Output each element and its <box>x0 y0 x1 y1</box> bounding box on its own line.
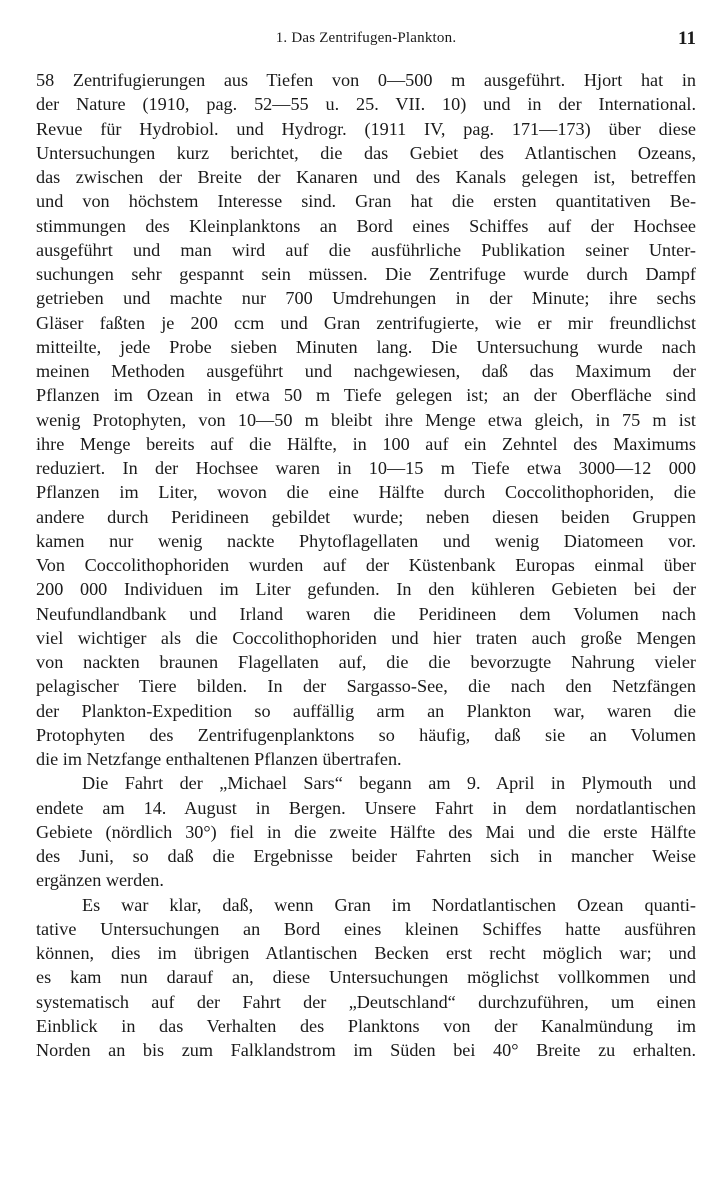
text-line: Gläser faßten je 200 ccm und Gran zentrifugierte, wie er mir freundlichst <box>36 312 696 333</box>
text-line: das zwischen der Breite der Kanaren und des Kanals gelegen ist, betreffen <box>36 167 696 187</box>
text-line: Revue für Hydrobiol. und Hydrogr. (1911 IV, pag. 171—173) über diese <box>36 118 696 139</box>
text-line: Norden an bis zum Falklandstrom im Süden bei 40° Breite zu erhalten. <box>36 1040 696 1060</box>
text-line: Protophyten des Zentrifugenplanktons so häufig, daß sie an Volumen <box>36 724 696 745</box>
text-line: pelagischer Tiere bilden. In der Sargasso-See, die nach den Netzfängen <box>36 676 696 697</box>
text-line: Es war klar, daß, wenn Gran im Nordatlantischen Ozean quanti- <box>82 894 696 915</box>
text-line: kamen nur wenig nackte Phytoflagellaten und wenig Diatomeen vor. <box>36 530 696 551</box>
text-line: Einblick in das Verhalten des Planktons von der Kanalmündung im <box>36 1015 696 1036</box>
text-line: tative Untersuchungen an Bord eines kleinen Schiffes hatte ausführen <box>36 918 696 939</box>
text-line: reduziert. In der Hochsee waren in 10—15 m Tiefe etwa 3000—12 000 <box>36 458 696 478</box>
text-line: und von höchstem Interesse sind. Gran hat die ersten quantitativen Be- <box>36 191 696 212</box>
text-line: andere durch Peridineen gebildet wurde; neben diesen beiden Gruppen <box>36 506 696 527</box>
text-line: getrieben und machte nur 700 Umdrehungen in der Minute; ihre sechs <box>36 288 696 309</box>
text-line: von nackten braunen Flagellaten auf, die die bevorzugte Nahrung vieler <box>36 652 696 672</box>
text-line: Die Fahrt der „Michael Sars“ begann am 9. April in Plymouth und <box>82 773 696 794</box>
running-title: 1. Das Zentrifugen-Plankton. <box>275 30 457 46</box>
text-line: ergänzen werden. <box>36 870 164 891</box>
text-line: es kam nun darauf an, diese Untersuchungen möglichst vollkommen und <box>36 967 696 988</box>
text-line: suchungen sehr gespannt sein müssen. Die Zentrifuge wurde durch Dampf <box>36 264 696 284</box>
body-text <box>36 68 696 1062</box>
text-line: wenig Protophyten, von 10—50 m bleibt ihre Menge etwa gleich, in 75 m ist <box>36 409 696 430</box>
text-line: systematisch auf der Fahrt der „Deutschland“ durchzuführen, um einen <box>36 991 696 1012</box>
text-line: viel wichtiger als die Coccolithophoriden und hier traten auch große Mengen <box>36 627 696 648</box>
text-line: können, dies im übrigen Atlantischen Becken erst recht möglich war; und <box>36 943 696 963</box>
text-line: der Nature (1910, pag. 52—55 u. 25. VII. 10) und in der International. <box>36 94 696 115</box>
text-line: stimmungen des Kleinplanktons an Bord eines Schiffes auf der Hochsee <box>36 215 696 236</box>
text-line: mitteilte, jede Probe sieben Minuten lang. Die Untersuchung wurde nach <box>36 336 696 357</box>
text-line: der Plankton-Expedition so auffällig arm an Plankton war, waren die <box>36 700 696 721</box>
text-line: Gebiete (nördlich 30°) fiel in die zweite Hälfte des Mai und die erste Hälfte <box>36 821 696 842</box>
text-line: Pflanzen im Liter, wovon die eine Hälfte durch Coccolithophoriden, die <box>36 482 696 503</box>
page-number: 11 <box>678 28 696 49</box>
text-line: des Juni, so daß die Ergebnisse beider Fahrten sich in mancher Weise <box>36 846 696 866</box>
running-head <box>36 30 696 54</box>
text-line: ausgeführt und man wird auf die ausführliche Publikation seiner Unter- <box>36 239 696 260</box>
text-line: 200 000 Individuen im Liter gefunden. In den kühleren Gebieten bei der <box>36 579 696 600</box>
text-line: 58 Zentrifugierungen aus Tiefen von 0—500 m ausgeführt. Hjort hat in <box>36 70 696 90</box>
text-line: Neufundlandbank und Irland waren die Peridineen dem Volumen nach <box>36 603 696 624</box>
text-line: ihre Menge bereits auf die Hälfte, in 100 auf ein Zehntel des Maximums <box>36 433 696 454</box>
text-line: Von Coccolithophoriden wurden auf der Küstenbank Europas einmal über <box>36 555 696 575</box>
text-line: endete am 14. August in Bergen. Unsere Fahrt in dem nordatlantischen <box>36 797 696 818</box>
text-line: die im Netzfange enthaltenen Pflanzen übertrafen. <box>36 749 402 769</box>
text-line: Pflanzen im Ozean in etwa 50 m Tiefe gelegen ist; an der Oberfläche sind <box>36 385 696 406</box>
text-line: Untersuchungen kurz berichtet, die das Gebiet des Atlantischen Ozeans, <box>36 142 696 163</box>
text-line: meinen Methoden ausgeführt und nachgewiesen, daß das Maximum der <box>36 361 696 381</box>
